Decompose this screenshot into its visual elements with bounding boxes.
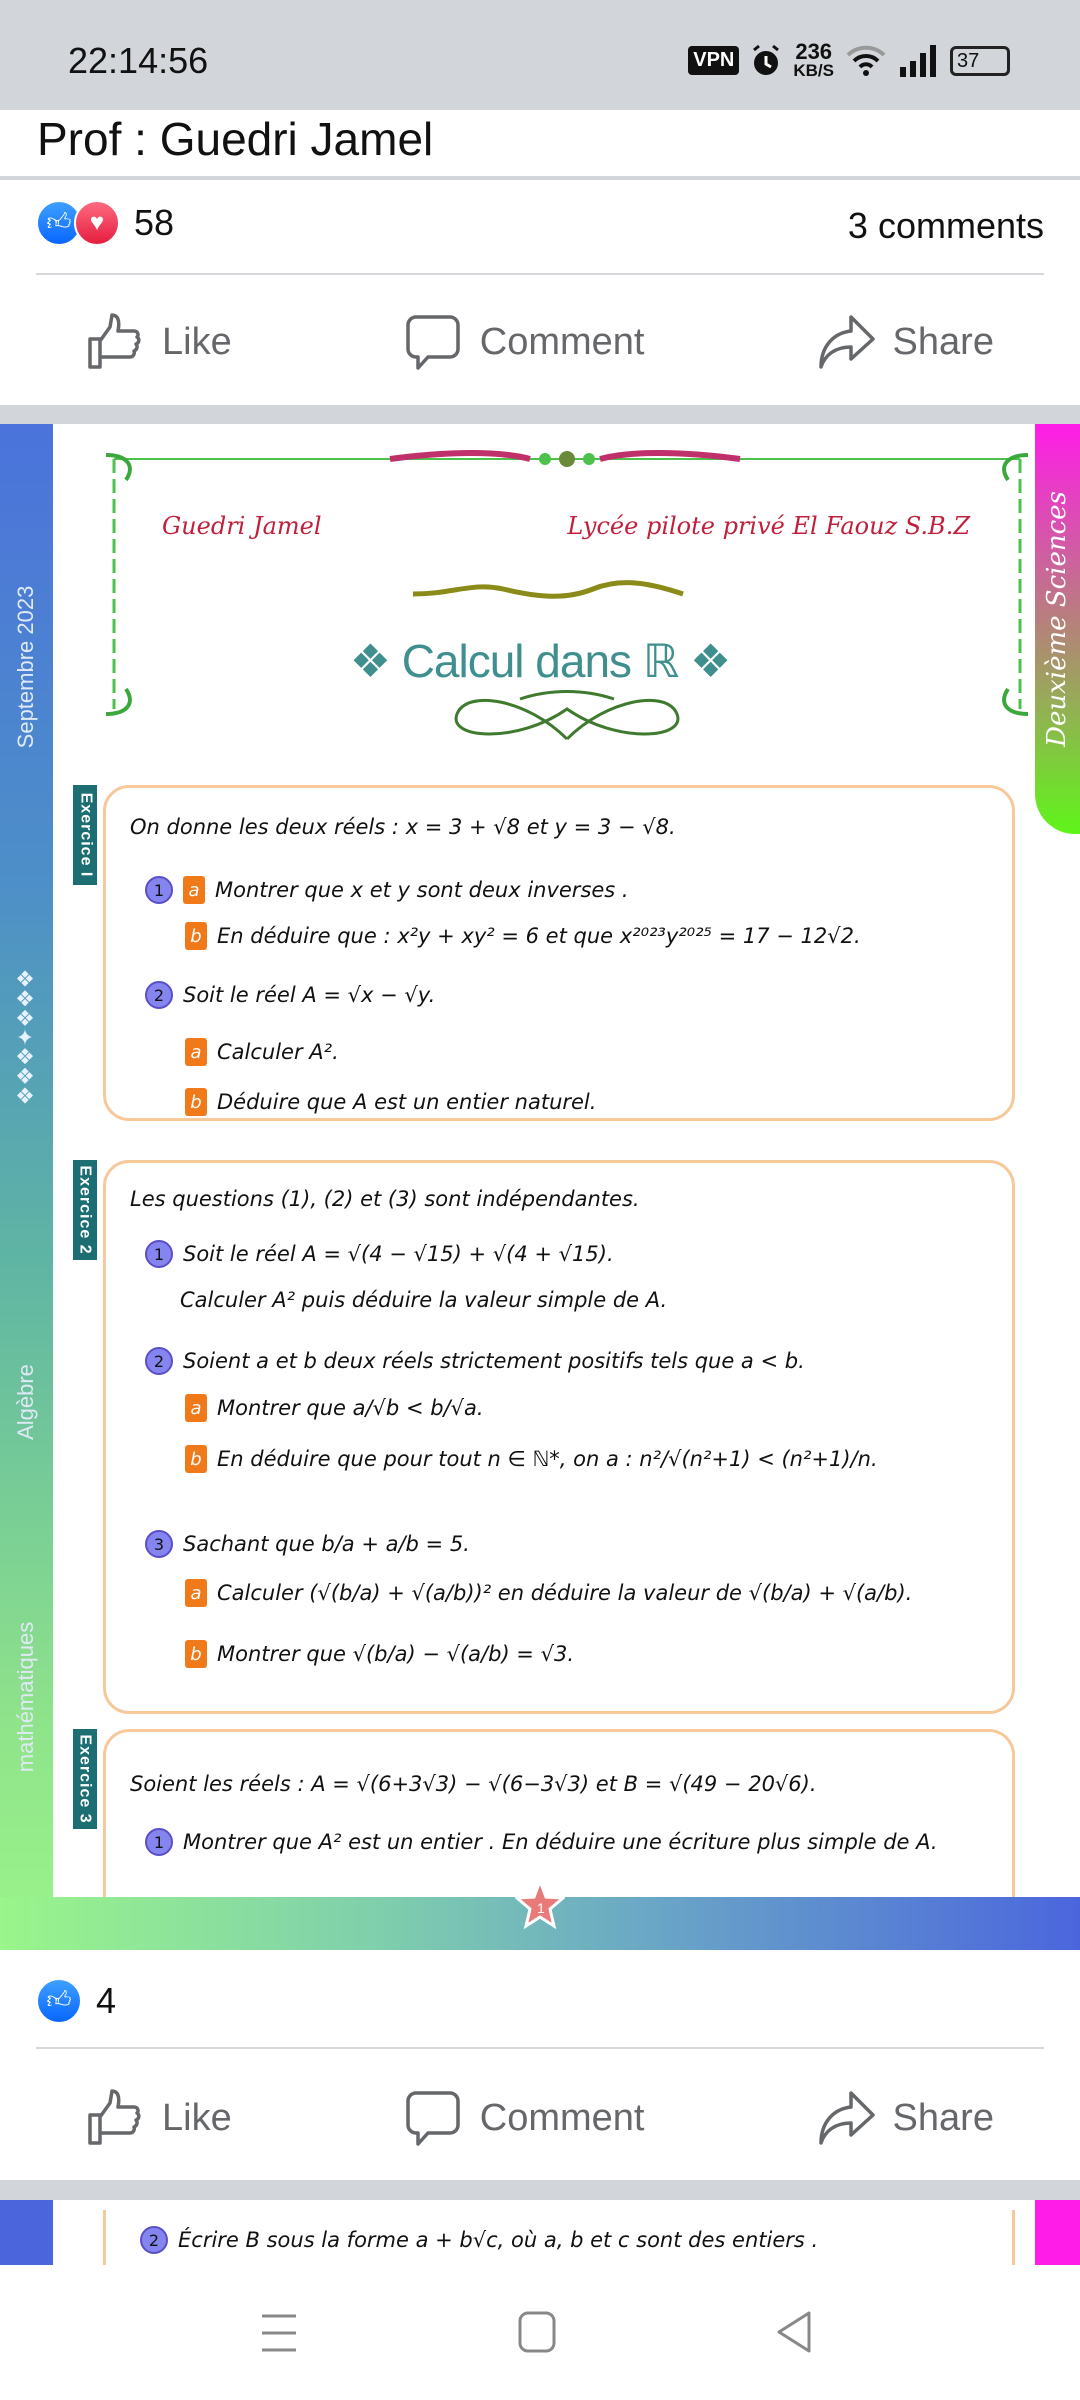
post-actions-2 bbox=[0, 2078, 1080, 2158]
page-number: 1 bbox=[537, 1900, 545, 1916]
question-number: 1 bbox=[145, 876, 173, 904]
question-text: Soient a et b deux réels strictement positifs tels que a < b. bbox=[183, 1349, 805, 1373]
question-text: Montrer que √(b/a) − √(a/b) = √3. bbox=[217, 1642, 574, 1666]
comment-icon bbox=[404, 313, 462, 371]
back-button[interactable] bbox=[776, 2311, 812, 2353]
comments-count[interactable]: 3 comments bbox=[847, 205, 1044, 246]
question-text: On donne les deux réels : x = 3 + √8 et y = 3 − √8. bbox=[130, 815, 676, 839]
clock: 22:14:56 bbox=[68, 40, 209, 81]
share-button[interactable]: Share bbox=[777, 313, 1034, 371]
comment-icon bbox=[404, 2089, 462, 2147]
comment-button[interactable]: Comment bbox=[364, 2089, 685, 2147]
exercise-2-line bbox=[145, 1240, 614, 1268]
home-button[interactable] bbox=[518, 2311, 556, 2353]
sub-question-letter: b bbox=[185, 922, 207, 950]
exercise-2-line bbox=[185, 1579, 912, 1607]
vpn-icon: VPN bbox=[688, 46, 739, 75]
thumbs-up-icon bbox=[86, 313, 144, 371]
question-text: Calculer A² puis déduire la valeur simple de A. bbox=[180, 1288, 668, 1312]
ornamental-border bbox=[100, 449, 1035, 779]
exercise-1-label: Exercice I bbox=[73, 785, 97, 885]
exercise-2-label: Exercice 2 bbox=[73, 1160, 97, 1260]
signal-icon bbox=[898, 45, 938, 77]
sub-question-letter: b bbox=[185, 1445, 207, 1473]
love-reaction-icon: ♥ bbox=[74, 200, 120, 246]
like-reaction-icon: 👍︎ bbox=[36, 200, 82, 246]
question-text: Soit le réel A = √(4 − √15) + √(4 + √15). bbox=[183, 1242, 614, 1266]
sub-question-letter: a bbox=[185, 1394, 207, 1422]
thumbs-up-icon bbox=[86, 2089, 144, 2147]
sidebar-subject: mathématiques bbox=[13, 1621, 38, 1773]
post-actions bbox=[0, 302, 1080, 382]
like-button[interactable]: Like bbox=[46, 313, 272, 371]
alarm-icon bbox=[751, 44, 781, 78]
level-strip bbox=[1035, 424, 1080, 834]
question-number: 3 bbox=[145, 1530, 173, 1558]
reaction-count: 58 bbox=[134, 202, 175, 243]
like-reaction-icon: 👍︎ bbox=[36, 1978, 82, 2024]
level-label: Deuxième Sciences bbox=[1042, 491, 1072, 747]
share-button[interactable]: Share bbox=[777, 2089, 1034, 2147]
sub-question-letter: b bbox=[185, 1640, 207, 1668]
question-text: En déduire que : x²y + xy² = 6 et que x²⁰²³y²⁰²⁵ = 17 − 12√2. bbox=[217, 924, 861, 948]
exercise-3-line bbox=[145, 1828, 938, 1856]
question-text: Calculer (√(b/a) + √(a/b))² en déduire la valeur de √(b/a) + √(a/b). bbox=[217, 1581, 913, 1605]
status-bar bbox=[0, 0, 1080, 110]
exercise-2-line bbox=[185, 1640, 574, 1668]
sub-question-letter: b bbox=[185, 1088, 207, 1116]
question-text: Soient les réels : A = √(6+3√3) − √(6−3√3) et B = √(49 − 20√6). bbox=[130, 1772, 817, 1796]
question-text: Les questions (1), (2) et (3) sont indépendantes. bbox=[130, 1187, 640, 1211]
school-name: Lycée pilote privé El Faouz S.B.Z bbox=[567, 512, 970, 540]
sidebar-date: Septembre 2023 bbox=[13, 585, 38, 749]
exercise-2-line bbox=[130, 1187, 640, 1211]
recent-apps-button[interactable] bbox=[260, 2313, 298, 2353]
question-text: Montrer que x et y sont deux inverses . bbox=[215, 878, 629, 902]
question-text: Déduire que A est un entier naturel. bbox=[217, 1090, 597, 1114]
exercise-2-line bbox=[145, 1347, 805, 1375]
question-text: En déduire que pour tout n ∈ ℕ*, on a : n²/√(n²+1) < (n²+1)/n. bbox=[217, 1447, 878, 1471]
exercise-2-line bbox=[180, 1288, 667, 1312]
sub-question-letter: a bbox=[185, 1038, 207, 1066]
network-speed: 236 KB/S bbox=[793, 39, 834, 80]
exercise-1-line bbox=[145, 981, 435, 1009]
sidebar-topic: Algèbre bbox=[13, 1364, 38, 1440]
comment-button[interactable]: Comment bbox=[364, 313, 685, 371]
wifi-icon bbox=[846, 45, 886, 77]
question-number: 2 bbox=[145, 1347, 173, 1375]
share-icon bbox=[817, 313, 875, 371]
question-text: Sachant que b/a + a/b = 5. bbox=[183, 1532, 470, 1556]
question-text: Montrer que A² est un entier . En déduire une écriture plus simple de A. bbox=[183, 1830, 938, 1854]
exercise-1-line bbox=[145, 876, 629, 904]
exercise-1-line bbox=[185, 1088, 596, 1116]
question-number: 1 bbox=[145, 1240, 173, 1268]
question-number: 2 bbox=[145, 981, 173, 1009]
question-text: Écrire B sous la forme a + b√c, où a, b et c sont des entiers . bbox=[178, 2228, 819, 2252]
exercise-2-line bbox=[145, 1530, 470, 1558]
like-button[interactable]: Like bbox=[46, 2089, 272, 2147]
sub-question-letter: a bbox=[183, 876, 205, 904]
exercise-1-line bbox=[185, 1038, 339, 1066]
reaction-count: 4 bbox=[96, 1980, 117, 2021]
question-text: Calculer A². bbox=[217, 1040, 339, 1064]
post-author[interactable]: Prof : Guedri Jamel bbox=[37, 113, 434, 165]
teacher-name: Guedri Jamel bbox=[162, 512, 322, 540]
reactions-summary-2[interactable] bbox=[36, 1978, 116, 2024]
exercise-1-line bbox=[130, 815, 676, 839]
android-nav-bar bbox=[0, 2265, 1080, 2400]
question-number: 2 bbox=[140, 2226, 168, 2254]
exercise-3-line bbox=[130, 1772, 817, 1796]
question-text: Montrer que a/√b < b/√a. bbox=[217, 1396, 484, 1420]
exercise-2-line bbox=[185, 1394, 484, 1422]
exercise-2-line bbox=[185, 1445, 878, 1473]
post-image-2[interactable] bbox=[0, 2200, 1080, 2265]
sub-question-letter: a bbox=[185, 1579, 207, 1607]
exercise-3-label: Exercice 3 bbox=[73, 1729, 97, 1829]
exercise-1-line bbox=[185, 922, 861, 950]
sidebar-ornament: ❖❖❖✦❖❖❖ bbox=[13, 968, 38, 1106]
post-image-worksheet[interactable] bbox=[0, 424, 1080, 1950]
battery-icon: 37 bbox=[950, 46, 1010, 76]
share-icon bbox=[817, 2089, 875, 2147]
worksheet-title: ❖ Calcul dans ℝ ❖ bbox=[349, 635, 731, 687]
question-text: Soit le réel A = √x − √y. bbox=[183, 983, 436, 1007]
question-number: 1 bbox=[145, 1828, 173, 1856]
reactions-summary[interactable] bbox=[36, 200, 174, 246]
